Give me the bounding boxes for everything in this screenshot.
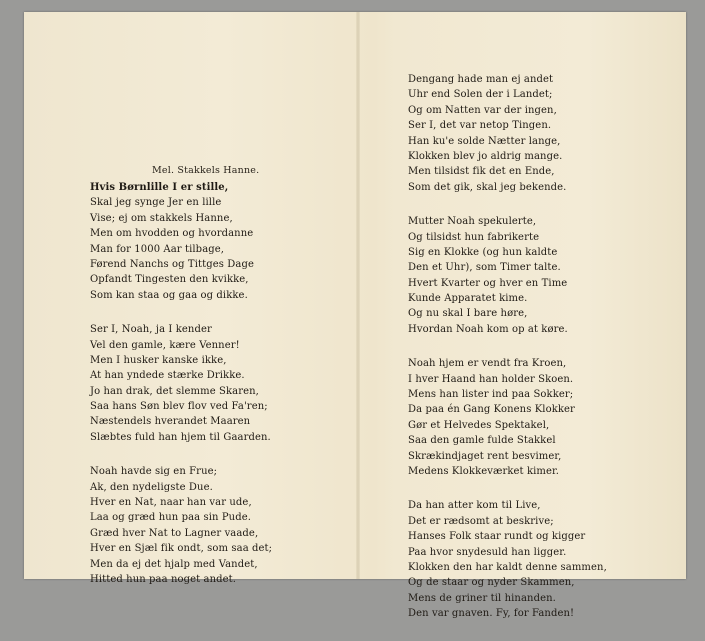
verse-line: Han ku'e solde Nætter lange, <box>408 135 561 147</box>
verse-line: Og tilsidst hun fabrikerte <box>408 231 540 243</box>
verse-line: Og nu skal I bare høre, <box>408 308 528 320</box>
verse-line: Men da ej det hjalp med Vandet, <box>90 558 258 570</box>
verse-line: Da paa én Gang Konens Klokker <box>408 404 575 416</box>
right-column <box>408 72 658 641</box>
verse-line: Gør et Helvedes Spektakel, <box>408 419 550 431</box>
verse-line: Hvis Børnlille I er stille, <box>90 182 229 193</box>
stanza <box>90 322 330 445</box>
stanza <box>90 464 330 587</box>
verse-line: Men om hvodden og hvordanne <box>90 228 254 240</box>
verse-line: Førend Nanchs og Tittges Dage <box>90 258 254 270</box>
stanza <box>90 180 330 303</box>
verse-line: Sig en Klokke (og hun kaldte <box>408 246 558 258</box>
verse-line: Den et Uhr), som Timer talte. <box>408 262 561 274</box>
verse-line: Hitted hun paa noget andet. <box>90 573 237 585</box>
verse-line: Det er rædsomt at beskrive; <box>408 515 554 527</box>
stanza <box>408 356 658 479</box>
stanza <box>408 214 658 337</box>
verse-line: Paa hvor snydesuld han ligger. <box>408 546 567 558</box>
verse-line: I hver Haand han holder Skoen. <box>408 373 574 385</box>
verse-line: Ser I, det var netop Tingen. <box>408 120 552 132</box>
verse-line: Men tilsidst fik det en Ende, <box>408 166 555 178</box>
verse-line: Hvordan Noah kom op at køre. <box>408 323 568 335</box>
verse-line: Laa og græd hun paa sin Pude. <box>90 512 252 524</box>
verse-line: Saa den gamle fulde Stakkel <box>408 435 556 447</box>
verse-line: Mens han lister ind paa Sokker; <box>408 389 574 401</box>
verse-line: Klokken den har kaldt denne sammen, <box>408 561 607 573</box>
verse-line: Men I husker kanske ikke, <box>90 354 227 366</box>
verse-line: Kunde Apparatet kime. <box>408 293 528 305</box>
verse-line: Ser I, Noah, ja I kender <box>90 324 212 336</box>
verse-line: At han yndede stærke Drikke. <box>90 370 245 382</box>
verse-line: Slæbtes fuld han hjem til Gaarden. <box>90 431 271 443</box>
verse-line: Den var gnaven. Fy, for Fanden! <box>408 608 575 620</box>
verse-line: Hver en Sjæl fik ondt, som saa det; <box>90 543 273 555</box>
verse-line: Hanses Folk staar rundt og kigger <box>408 531 586 543</box>
stanza <box>408 72 658 195</box>
verse-line: Skrækindjaget rent besvimer, <box>408 450 562 462</box>
verse-line: Vise; ej om stakkels Hanne, <box>90 212 233 224</box>
verse-line: Ak, den nydeligste Due. <box>90 481 213 493</box>
verse-line: Saa hans Søn blev flov ved Fa'ren; <box>90 401 268 413</box>
verse-line: Noah hjem er vendt fra Kroen, <box>408 358 567 370</box>
verse-line: Medens Klokkeværket kimer. <box>408 465 560 477</box>
verse-line: Som det gik, skal jeg bekende. <box>408 181 567 193</box>
verse-line: Næstendels hverandet Maaren <box>90 416 251 428</box>
verse-line: Hvert Kvarter og hver en Time <box>408 277 568 289</box>
verse-line: Og de staar og nyder Skammen, <box>408 577 575 589</box>
stanza <box>408 498 658 621</box>
melody-note: Mel. Stakkels Hanne. <box>152 165 260 176</box>
verse-line: Da han atter kom til Live, <box>408 500 541 512</box>
verse-line: Uhr end Solen der i Landet; <box>408 89 553 101</box>
verse-line: Græd hver Nat to Lagner vaade, <box>90 527 259 539</box>
verse-line: Dengang hade man ej andet <box>408 74 554 85</box>
verse-line: Som kan staa og gaa og dikke. <box>90 289 248 301</box>
verse-line: Klokken blev jo aldrig mange. <box>408 150 563 162</box>
verse-line: Mutter Noah spekulerte, <box>408 216 537 228</box>
center-fold <box>356 12 360 579</box>
verse-line: Skal jeg synge Jer en lille <box>90 197 222 209</box>
verse-line: Jo han drak, det slemme Skaren, <box>90 385 259 397</box>
verse-line: Mens de griner til hinanden. <box>408 592 556 604</box>
verse-line: Opfandt Tingesten den kvikke, <box>90 274 249 286</box>
verse-line: Man for 1000 Aar tilbage, <box>90 243 225 255</box>
left-column <box>90 180 330 606</box>
verse-line: Vel den gamle, kære Venner! <box>90 339 240 351</box>
verse-line: Hver en Nat, naar han var ude, <box>90 497 252 509</box>
verse-line: Og om Natten var der ingen, <box>408 104 557 116</box>
verse-line: Noah havde sig en Frue; <box>90 466 218 478</box>
